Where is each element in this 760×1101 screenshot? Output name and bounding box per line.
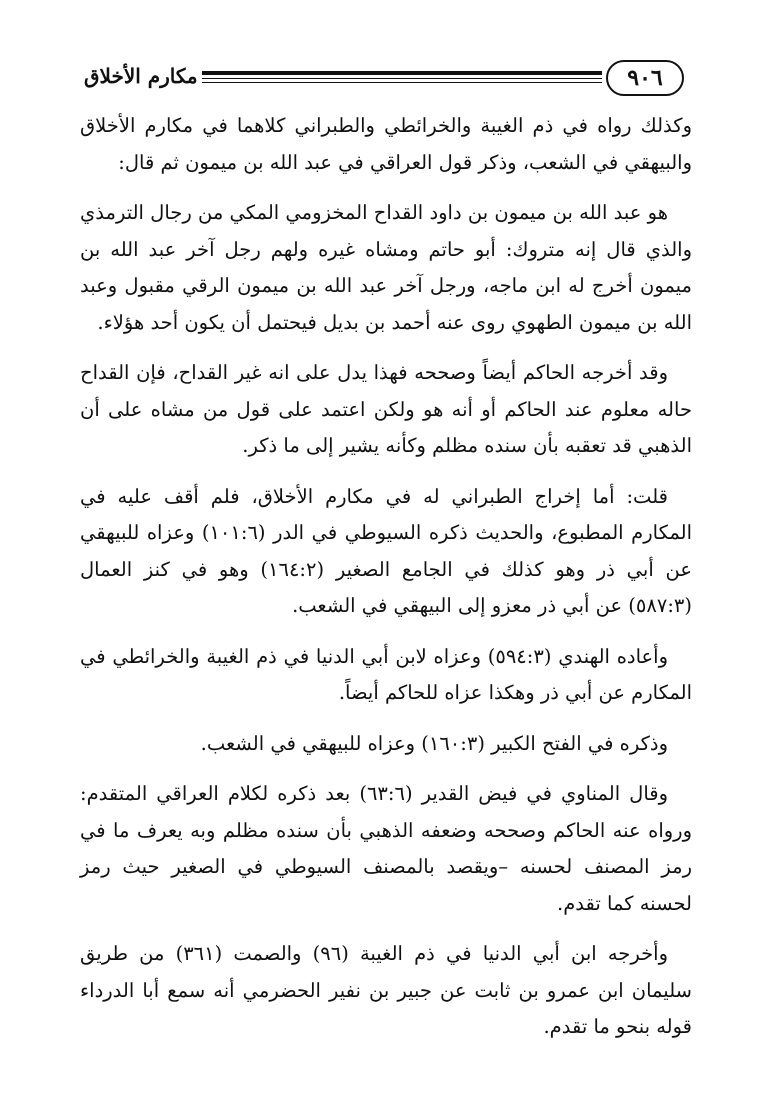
- page-number: ٩٠٦: [606, 60, 684, 96]
- paragraph-4: قلت: أما إخراج الطبراني له في مكارم الأخلاق، فلم أقف عليه في المكارم المطبوع، والحديث ذكره السيوطي في الدر (١٠١:٦) وعزاه للبيهقي عن أبي ذر وهو كذلك في الجامع الصغير (١٦٤:٢) وهو في كنز العمال (٥٨٧:٣) عن أبي ذر معزو إلى البيهقي في الشعب.: [80, 484, 692, 617]
- paragraph-5: وأعاده الهندي (٥٩٤:٣) وعزاه لابن أبي الدنيا في ذم الغيبة والخرائطي في المكارم عن أبي ذر وهكذا عزاه للحاكم أيضاً.: [80, 644, 692, 704]
- paragraph-6: وذكره في الفتح الكبير (١٦٠:٣) وعزاه للبيهقي في الشعب.: [200, 731, 668, 755]
- paragraph-1: وكذلك رواه في ذم الغيبة والخرائطي والطبراني كلاهما في مكارم الأخلاق والبيهقي في الشعب، وذكر قول العراقي في عبد الله بن ميمون ثم قال:: [80, 114, 692, 174]
- page-header: [84, 58, 684, 104]
- book-title: مكارم الأخلاق: [84, 64, 198, 88]
- paragraph-3: وقد أخرجه الحاكم أيضاً وصححه فهذا يدل على انه غير القداح، فإن القداح حاله معلوم عند الحاكم أو أنه هو ولكن اعتمد على قول من مشاه على أن الذهبي قد تعقبه بأن سنده مظلم وكأنه يشير إلى ما ذكر.: [80, 361, 692, 457]
- body-text: [80, 108, 692, 1046]
- paragraph-2: هو عبد الله بن ميمون بن داود القداح المخزومي المكي من رجال الترمذي والذي قال إنه متروك: أبو حاتم ومشاه غيره ولهم رجل آخر عبد الله بن ميمون أخرج له ابن ماجه، ورجل آخر عبد الله بن ميمون الرقي مقبول وعبد الله بن ميمون الطهوي روى عنه أحمد بن بديل فيحتمل أن يكون أحد هؤلاء.: [80, 201, 692, 334]
- paragraph-7: وقال المناوي في فيض القدير (٦٣:٦) بعد ذكره لكلام العراقي المتقدم: ورواه عنه الحاكم وصححه وضعفه الذهبي بأن سنده مظلم وبه يعرف ما في رمز المصنف لحسنه –ويقصد بالمصنف السيوطي في الصغير حيث رمز لحسنه كما تقدم.: [80, 782, 692, 915]
- header-rule: [202, 71, 602, 83]
- paragraph-8: وأخرجه ابن أبي الدنيا في ذم الغيبة (٩٦) والصمت (٣٦١) من طريق سليمان ابن عمرو بن ثابت عن جبير بن نفير الحضرمي أنه سمع أبا الدرداء قوله بنحو ما تقدم.: [80, 942, 692, 1038]
